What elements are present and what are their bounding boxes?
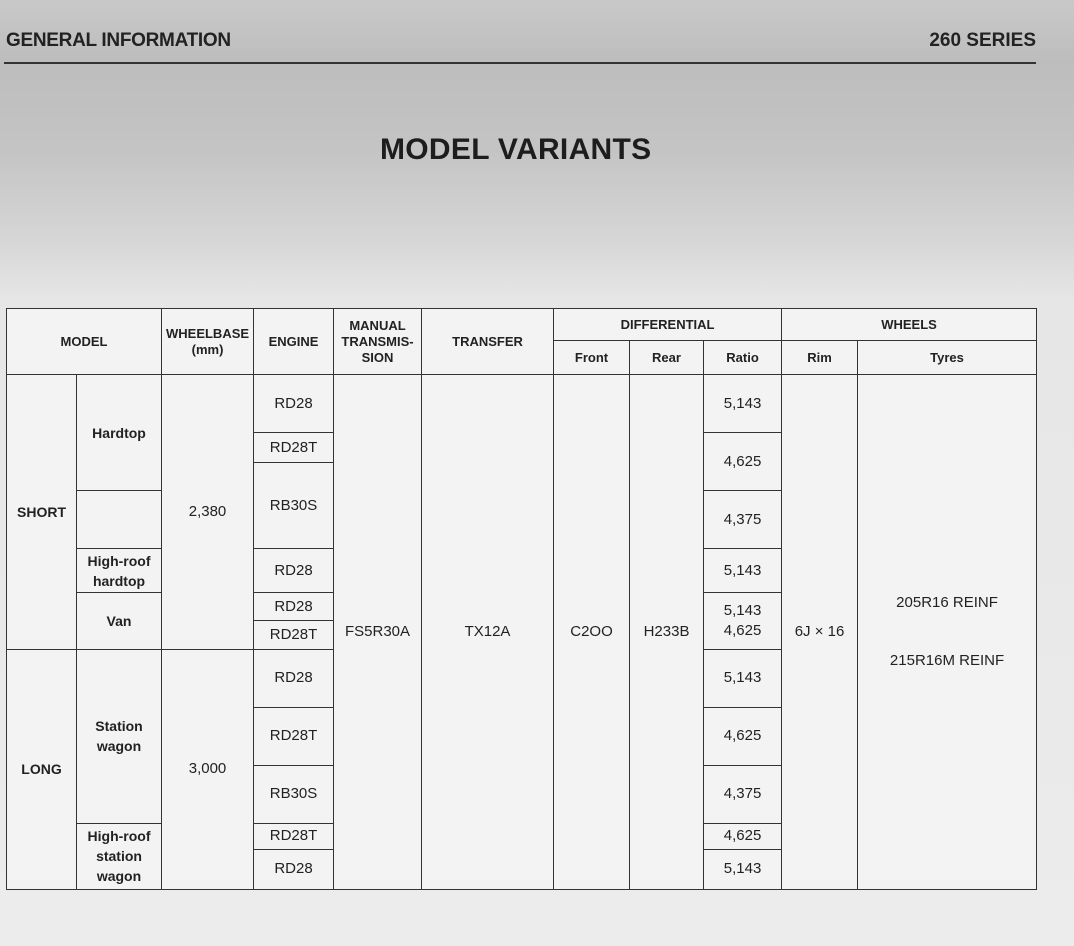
body-hardtop-spacer (77, 491, 162, 549)
engine-cell: RB30S (254, 765, 334, 823)
ratio-cell: 5,143 (704, 849, 782, 889)
engine-cell: RD28T (254, 621, 334, 649)
body-hardtop: Hardtop (77, 375, 162, 491)
header-engine: ENGINE (254, 309, 334, 375)
tyre-option: 215R16M REINF (889, 652, 1005, 670)
engine-cell: RB30S (254, 463, 334, 549)
series-label: 260 SERIES (929, 30, 1036, 51)
header-rule (4, 62, 1036, 64)
engine-cell: RD28 (254, 649, 334, 707)
header-tyres: Tyres (858, 341, 1037, 375)
ratio-cell: 5,143 (704, 375, 782, 433)
header-front: Front (554, 341, 630, 375)
header-rim: Rim (782, 341, 858, 375)
body-van: Van (77, 593, 162, 649)
tyre-option: 205R16 REINF (896, 594, 998, 612)
ratio-cell: 4,625 (704, 823, 782, 849)
engine-cell: RD28 (254, 549, 334, 593)
ratio-cell: 4,625 (704, 707, 782, 765)
engine-cell: RD28T (254, 823, 334, 849)
header-rear: Rear (630, 341, 704, 375)
wheelbase-short: 2,380 (162, 375, 254, 649)
ratio-cell: 4,625 (704, 433, 782, 491)
transmission-cell: FS5R30A (334, 375, 422, 890)
engine-cell: RD28T (254, 433, 334, 463)
engine-cell: RD28T (254, 707, 334, 765)
header-wheels: WHEELS (782, 309, 1037, 341)
diff-front-cell: C2OO (554, 375, 630, 890)
body-high-roof-station-wagon: High-roof station wagon (77, 823, 162, 889)
header-ratio: Ratio (704, 341, 782, 375)
transfer-cell: TX12A (422, 375, 554, 890)
header-manual-transmission: MANUAL TRANSMIS-SION (334, 309, 422, 375)
page-title: MODEL VARIANTS (380, 133, 652, 166)
rim-cell: 6J × 16 (782, 375, 858, 890)
engine-cell: RD28 (254, 375, 334, 433)
model-variants-table (6, 308, 1037, 890)
header-transfer: TRANSFER (422, 309, 554, 375)
section-title: GENERAL INFORMATION (6, 30, 231, 51)
tyres-cell (858, 375, 1037, 890)
body-station-wagon: Station wagon (77, 649, 162, 823)
ratio-cell: 4,375 (704, 765, 782, 823)
group-short: SHORT (7, 375, 77, 649)
ratio-cell (704, 593, 782, 649)
wheelbase-long: 3,000 (162, 649, 254, 889)
engine-cell: RD28 (254, 849, 334, 889)
body-high-roof-hardtop: High-roof hardtop (77, 549, 162, 593)
header-differential: DIFFERENTIAL (554, 309, 782, 341)
ratio-value: 4,625 (723, 621, 762, 639)
header-model: MODEL (7, 309, 162, 375)
header-wheelbase: WHEELBASE (mm) (162, 309, 254, 375)
ratio-cell: 4,375 (704, 491, 782, 549)
group-long: LONG (7, 649, 77, 889)
ratio-value: 5,143 (723, 601, 762, 619)
diff-rear-cell: H233B (630, 375, 704, 890)
engine-cell: RD28 (254, 593, 334, 621)
ratio-cell: 5,143 (704, 549, 782, 593)
ratio-cell: 5,143 (704, 649, 782, 707)
